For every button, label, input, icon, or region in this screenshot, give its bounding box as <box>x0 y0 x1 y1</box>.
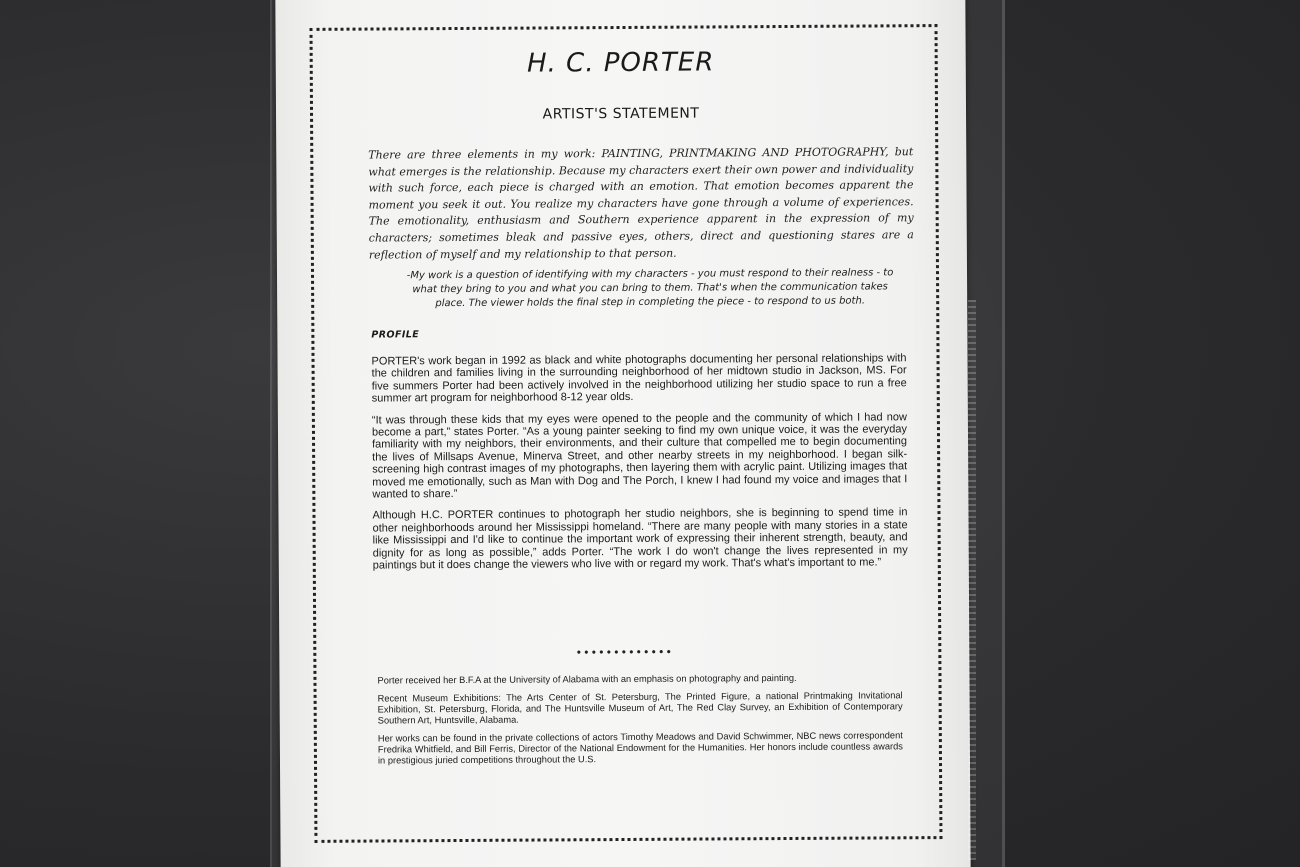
profile-heading: PROFILE <box>371 329 420 341</box>
document-title: H. C. PORTER <box>526 47 715 79</box>
sleeve-perforated-edge <box>968 300 976 860</box>
document-subtitle: ARTIST'S STATEMENT <box>542 105 700 123</box>
profile-paragraph: PORTER's work began in 1992 as black and white photographs documenting her personal relationships with the children and families living in the surrounding neighborhood of her midtown studio in Jackson, MS. For five summers Porter had been actively involved in the neighborhood utilizing her studio space to run a free summer art program for neighborhood 8-12 year olds. <box>371 352 907 405</box>
bio-paragraph: Recent Museum Exhibitions: The Arts Center of St. Petersburg, The Printed Figure, a national Printmaking Invitational Exhibition, St. Petersburg, Florida, and The Huntsville Museum of Art, The Red Clay Survey, an Exhibition of Contemporary Southern Art, Huntsville, Alabama. <box>377 690 903 726</box>
bio-section <box>377 672 903 773</box>
dot-divider: ••••••••••••• <box>575 645 674 660</box>
bio-paragraph: Porter received her B.F.A at the University of Alabama with an emphasis on photography and painting. <box>377 672 797 686</box>
profile-paragraph: Although H.C. PORTER continues to photograph her studio neighbors, she is beginning to spend time in other neighborhoods around her Mississippi homeland. “There are many people with many stories in a state like Mississippi and I'd like to continue the important work of expressing their inherent strength, beauty, and dignity for as long as possible,” adds Porter. “The work I do won't change the lives represented in my paintings but it does change the viewers who live with or regard my work. That's what's important to me.” <box>372 506 908 572</box>
bio-paragraph: Her works can be found in the private collections of actors Timothy Meadows and David Schwimmer, NBC news correspondent Fredrika Whitfield, and Bill Ferris, Director of the National Endowment for the Humanities. Her honors include countless awards in prestigious juried competitions throughout the U.S. <box>377 730 903 766</box>
artist-quote: -My work is a question of identifying with my characters - you must respond to their realness - to what they bring to you and what you can bring to them. That's when the communication takes place. The viewer holds the final step in completing the piece - to respond to us both. <box>406 267 894 310</box>
profile-paragraph: “It was through these kids that my eyes were opened to the people and the community of which I had now become a part,” states Porter. “As a young painter seeking to find my own unique voice, it was the everyday familiarity with my neighbors, their environments, and their culture that compelled me to begin documenting the lives of Millsaps Avenue, Minerva Street, and other nearby streets in my neighborhood. I began silk-screening high contrast images of my photographs, then layering them with acrylic paint. Utilizing images that moved me emotionally, such as Man with Dog and The Porch, I knew I had found my voice and images that I wanted to share.” <box>371 410 908 501</box>
document-page <box>275 0 970 867</box>
artist-statement: There are three elements in my work: PAINTING, PRINTMAKING AND PHOTOGRAPHY, but what emerges is the relationship. Because my characters exert their own power and individuality with such force, each piece is charged with an emotion. That emotion becomes apparent the moment you seek it out. You realize my characters have gone through a volume of experiences. The emotionality, enthusiasm and Southern experience apparent in the expression of my characters; sometimes bleak and passive eyes, others, direct and questioning stares are a reflection of myself and my relationship to that person. <box>368 145 914 262</box>
profile-section <box>372 352 908 581</box>
